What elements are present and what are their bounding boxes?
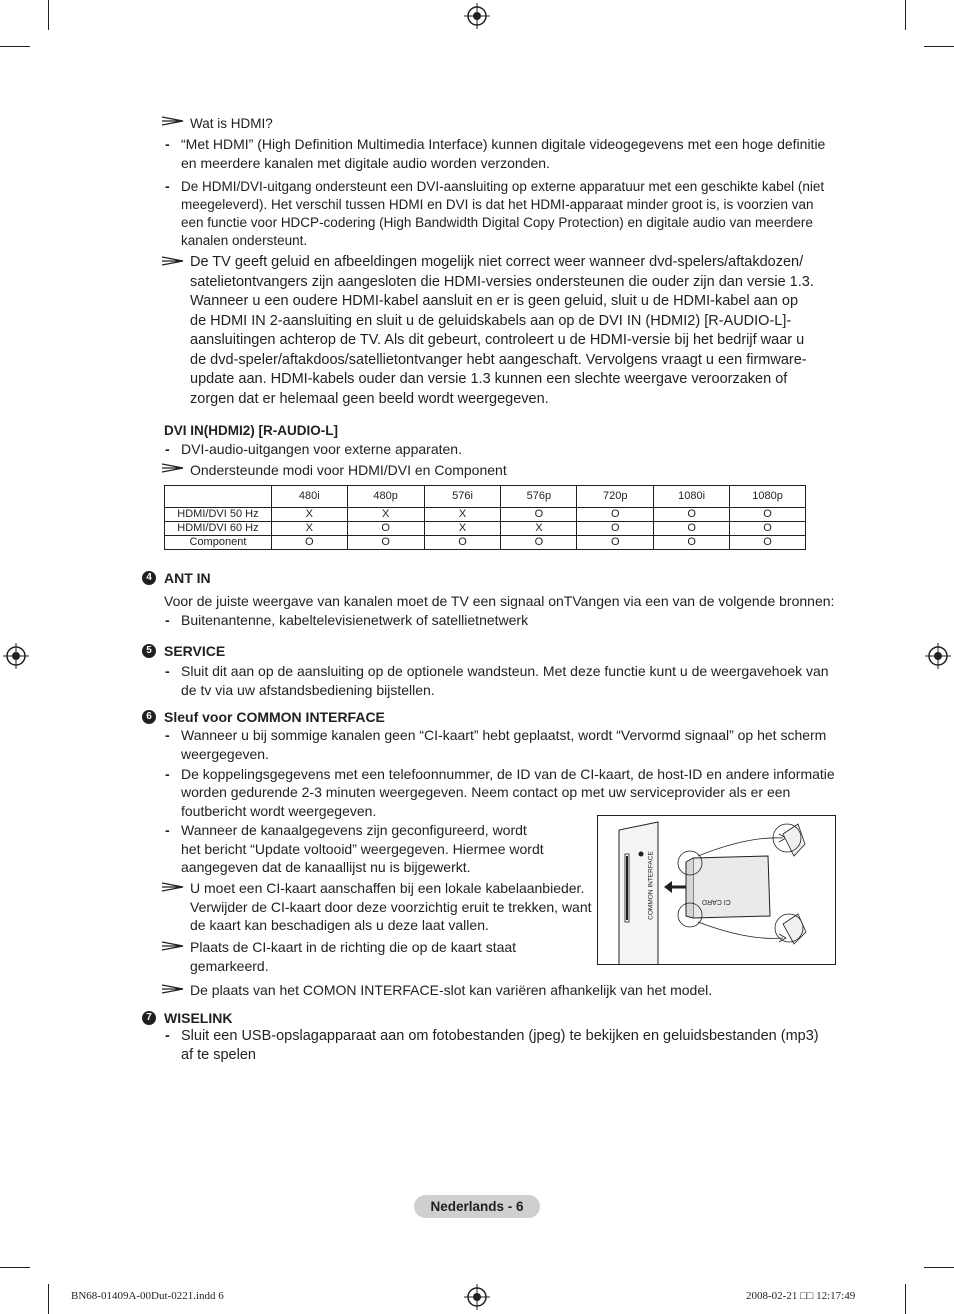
service-bullet-line-2: de tv via uw afstandsbediening bijstellen.: [181, 682, 435, 698]
table-header-cell: [165, 486, 272, 508]
ci-slot-label: COMMON INTERFACE: [647, 851, 655, 920]
ci-note-2-line-1: Plaats de CI-kaart in de richting die op de kaart staat: [190, 939, 517, 955]
hdmi-warning-line-5: aansluitingen achterop de TV. Als dit gebeurt, controleert u de HDMI-versie bij het bedrijf waar u: [190, 332, 805, 348]
common-interface-heading: Sleuf voor COMMON INTERFACE: [164, 709, 385, 725]
table-cell: O: [501, 536, 577, 550]
ci-card-label: CI CARD: [702, 898, 731, 905]
ci-card-figure: [597, 815, 836, 965]
ant-in-text: Voor de juiste weergave van kanalen moet de TV een signaal onTVangen via een van de volgende bronnen:: [164, 593, 835, 609]
table-cell: O: [654, 508, 730, 522]
ci-bullet-3-line-2: het bericht “Update voltooid” weergegeven. Hiermee wordt: [181, 841, 544, 857]
table-header-cell: 480p: [347, 486, 424, 508]
ci-bullet-1-line-1: Wanneer u bij sommige kanalen geen “CI-kaart” hebt geplaatst, wordt “Vervormd signaal” op het scherm: [181, 727, 827, 743]
table-cell: O: [424, 536, 501, 550]
table-cell: O: [577, 522, 654, 536]
wiselink-bullet-line-2: af te spelen: [181, 1047, 256, 1063]
dvi-bullet: DVI-audio-uitgangen voor externe apparaten.: [181, 441, 462, 457]
table-cell: O: [501, 508, 577, 522]
wiselink-bullet-line-1: Sluit een USB-opslagapparaat aan om fotobestanden (jpeg) te bekijken en geluidsbestanden (mp3): [181, 1028, 819, 1044]
ant-in-heading: ANT IN: [164, 570, 211, 586]
hdmi-warning-line-7: update aan. HDMI-kabels ouder dan versie 1.3 kunnen een slechte weergave veroorzaken of: [190, 371, 788, 387]
hdmi-bullet-1-line-1: “Met HDMI” (High Definition Multimedia Interface) kunnen digitale videogegevens met een hoge definitie: [181, 136, 826, 152]
table-row: [165, 522, 806, 536]
note-arrow-icon: [162, 984, 184, 994]
hdmi-warning-line-8: zorgen dat er helemaal geen beeld wordt weergegeven.: [190, 391, 549, 407]
table-cell: O: [347, 522, 424, 536]
bullet-dash: -: [165, 822, 170, 838]
hdmi-bullet-2-line-2: meegeleverd). Het verschil tussen HDMI en DVI is dat het HDMI-apparaat minder groot is, is voorzien van: [181, 197, 814, 212]
bullet-dash: -: [165, 136, 170, 152]
table-cell: X: [271, 522, 347, 536]
table-cell: Component: [165, 536, 272, 550]
crop-mark: [924, 1267, 954, 1268]
note-arrow-icon: [162, 463, 184, 473]
ci-note-1-line-1: U moet een CI-kaart aanschaffen bij een lokale kabelaanbieder.: [190, 880, 585, 896]
hdmi-warning-line-6: de dvd-speler/aftakdoos/satellietontvanger hebt aangeschaft. Vervolgens vraagt u een firmware-: [190, 352, 807, 368]
table-cell: X: [347, 508, 424, 522]
note-arrow-icon: [162, 941, 184, 951]
bullet-dash: -: [165, 178, 170, 194]
page-number-label: Nederlands - 6: [414, 1195, 540, 1218]
wiselink-heading: WISELINK: [164, 1010, 233, 1026]
table-cell: O: [730, 536, 806, 550]
table-cell: O: [271, 536, 347, 550]
hdmi-bullet-2-line-4: kanalen ondersteunt.: [181, 233, 308, 248]
section-number-badge: 5: [142, 644, 156, 658]
date-info: 2008-02-21 □□ 12:17:49: [746, 1290, 856, 1302]
ci-bullet-2-line-2: worden gedurende 2-3 minuten weergegeven. Neem contact op met uw serviceprovider als er een: [181, 784, 791, 800]
service-heading: SERVICE: [164, 643, 226, 659]
section-number-badge: 4: [142, 571, 156, 585]
ci-bullet-2-line-3: foutbericht wordt weergegeven.: [181, 803, 377, 819]
crop-mark: [905, 1284, 906, 1314]
crop-mark: [924, 46, 954, 47]
table-row: [165, 536, 806, 550]
ci-bullet-3-line-3: aangegeven dat de kanaallijst nu is bijgewerkt.: [181, 859, 471, 875]
table-header-cell: 1080p: [730, 486, 806, 508]
ci-note-2-line-2: gemarkeerd.: [190, 958, 269, 974]
table-cell: X: [424, 522, 501, 536]
hdmi-warning-line-1: De TV geeft geluid en afbeeldingen mogelijk niet correct weer wanneer dvd-spelers/aftakdozen/: [190, 254, 804, 270]
dvi-note: Ondersteunde modi voor HDMI/DVI en Component: [190, 462, 507, 478]
table-cell: X: [501, 522, 577, 536]
registration-mark-icon: [464, 1284, 490, 1310]
table-cell: O: [577, 508, 654, 522]
section-number-badge: 6: [142, 710, 156, 724]
hdmi-bullet-2-line-1: De HDMI/DVI-uitgang ondersteunt een DVI-aansluiting op externe apparatuur met een geschikte kabel (niet: [181, 179, 825, 194]
service-bullet-line-1: Sluit dit aan op de aansluiting op de optionele wandsteun. Met deze functie kunt u de weergavehoek van: [181, 663, 829, 679]
hdmi-warning-line-3: Wanneer u een oudere HDMI-kabel aansluit en er is geen geluid, sluit u de HDMI-kabel aan op: [190, 293, 799, 309]
bullet-dash: -: [165, 612, 170, 628]
bullet-dash: -: [165, 441, 170, 457]
table-cell: O: [730, 508, 806, 522]
crop-mark: [48, 1284, 49, 1314]
table-cell: HDMI/DVI 60 Hz: [165, 522, 272, 536]
ci-card-illustration: [598, 816, 835, 964]
registration-mark-icon: [464, 3, 490, 29]
table-header-cell: 1080i: [654, 486, 730, 508]
bullet-dash: -: [165, 727, 170, 743]
dvi-heading: DVI IN(HDMI2) [R-AUDIO-L]: [164, 423, 338, 438]
table-cell: O: [730, 522, 806, 536]
table-header-cell: 480i: [271, 486, 347, 508]
ci-note-1-line-3: de kaart kan beschadigen als u deze laat vallen.: [190, 917, 489, 933]
table-cell: O: [654, 522, 730, 536]
supported-modes-table: [164, 485, 806, 550]
registration-mark-icon: [3, 643, 29, 669]
ci-note-3: De plaats van het COMON INTERFACE-slot kan variëren afhankelijk van het model.: [190, 982, 713, 998]
hdmi-warning-line-2: satelietontvangers zijn aangesloten die HDMI-versies ondersteunen die ouder zijn dan versie 1.3.: [190, 274, 814, 290]
ci-bullet-1-line-2: weergegeven.: [181, 746, 269, 762]
table-cell: X: [271, 508, 347, 522]
ci-bullet-3-line-1: Wanneer de kanaalgegevens zijn geconfigureerd, wordt: [181, 822, 527, 838]
hdmi-note-title: Wat is HDMI?: [190, 116, 273, 131]
ci-note-1-line-2: Verwijder de CI-kaart door deze voorzichtig eruit te trekken, want: [190, 899, 592, 915]
note-arrow-icon: [162, 256, 184, 266]
table-header-cell: 720p: [577, 486, 654, 508]
table-header-cell: 576i: [424, 486, 501, 508]
hdmi-bullet-1-line-2: en meerdere kanalen met digitale audio worden verzonden.: [181, 155, 550, 171]
bullet-dash: -: [165, 766, 170, 782]
bullet-dash: -: [165, 663, 170, 679]
crop-mark: [48, 0, 49, 30]
registration-mark-icon: [925, 643, 951, 669]
file-info: BN68-01409A-00Dut-0221.indd 6: [71, 1290, 224, 1302]
crop-mark: [905, 0, 906, 30]
note-arrow-icon: [162, 882, 184, 892]
ant-in-bullet: Buitenantenne, kabeltelevisienetwerk of satellietnetwerk: [181, 612, 529, 628]
hdmi-warning-line-4: de HDMI IN 2-aansluiting en sluit u de geluidskabels aan op de DVI IN (HDMI2) [R-AUDIO-L]-: [190, 313, 792, 329]
crop-mark: [0, 46, 30, 47]
crop-mark: [0, 1267, 30, 1268]
table-header-cell: 576p: [501, 486, 577, 508]
table-cell: HDMI/DVI 50 Hz: [165, 508, 272, 522]
note-arrow-icon: [162, 116, 184, 126]
table-row: [165, 508, 806, 522]
table-cell: O: [347, 536, 424, 550]
ci-bullet-2-line-1: De koppelingsgegevens met een telefoonnummer, de ID van de CI-kaart, de host-ID en andere informatie: [181, 766, 835, 782]
table-header-row: [165, 486, 806, 508]
table-cell: O: [577, 536, 654, 550]
table-cell: O: [654, 536, 730, 550]
section-number-badge: 7: [142, 1011, 156, 1025]
table-cell: X: [424, 508, 501, 522]
hdmi-bullet-2-line-3: een functie voor HDCP-codering (High Bandwidth Digital Copy Protection) en digitale audio van meerdere: [181, 215, 813, 230]
bullet-dash: -: [165, 1028, 170, 1044]
